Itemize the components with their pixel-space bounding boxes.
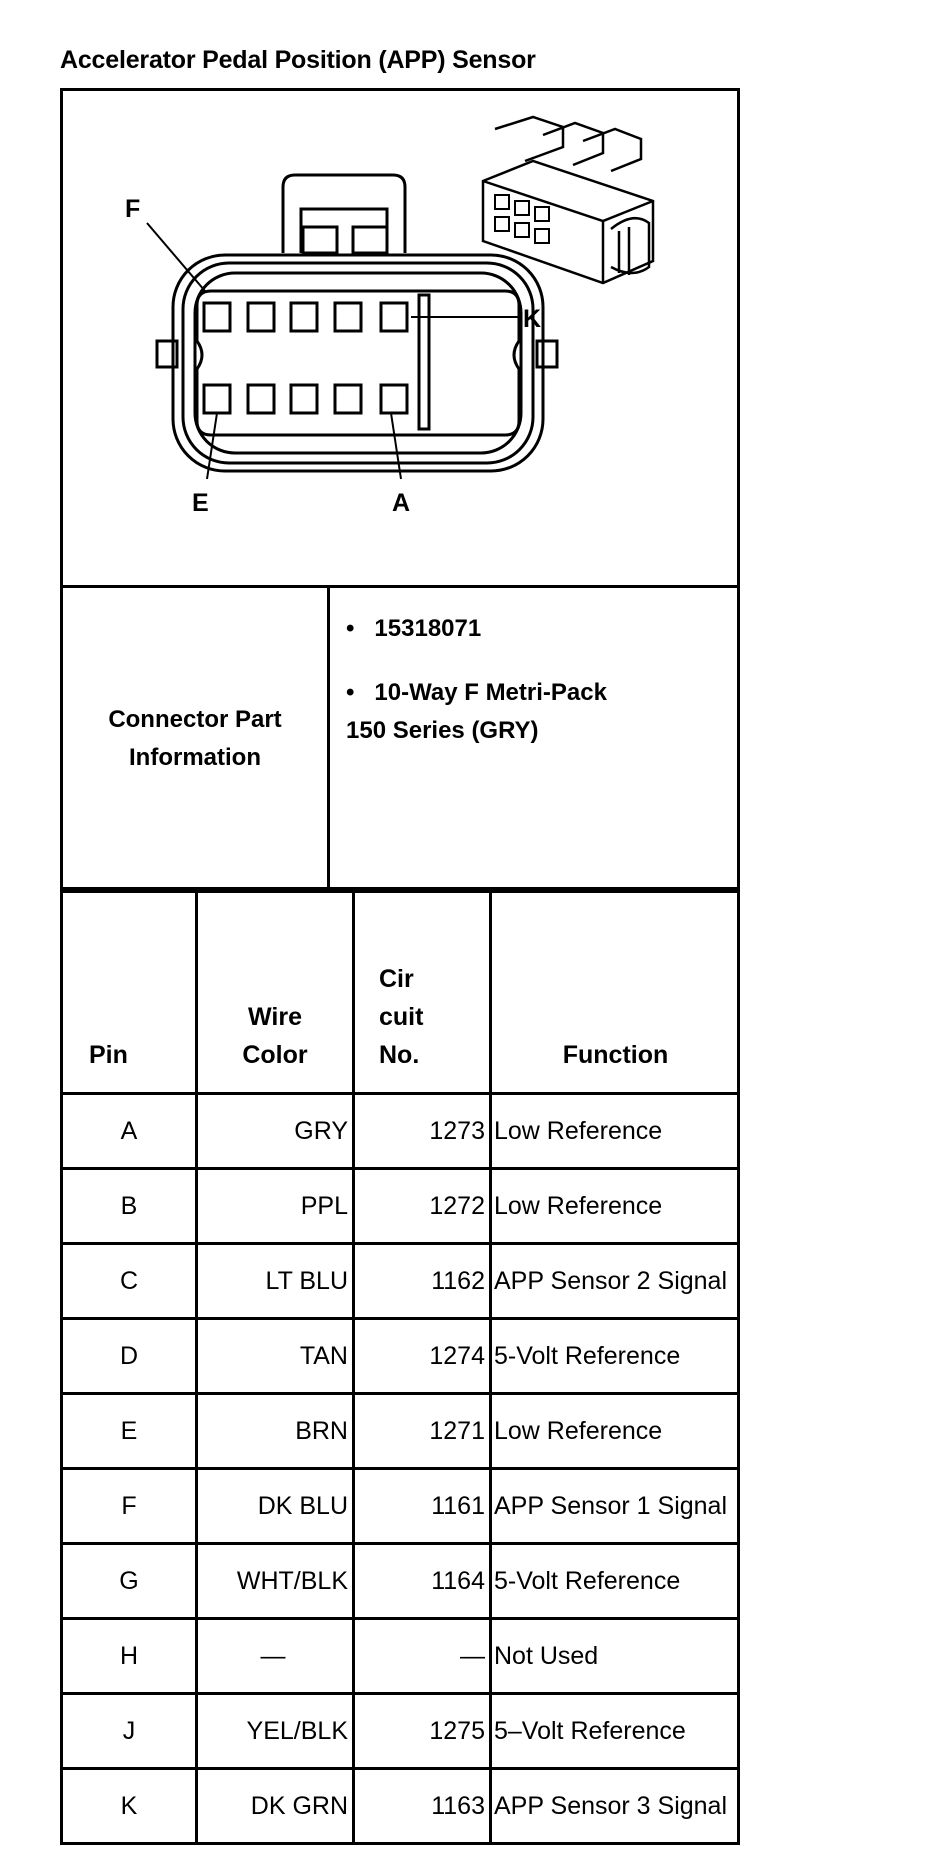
wire-color-cell: DK GRN (197, 1769, 354, 1844)
table-row (62, 1394, 739, 1469)
circuit-cell: 1162 (354, 1244, 491, 1319)
pin-cell: H (62, 1619, 197, 1694)
pin-cell: D (62, 1319, 197, 1394)
pin-cell: J (62, 1694, 197, 1769)
pin-cell: A (62, 1094, 197, 1169)
table-row (62, 1169, 739, 1244)
pin-cell: F (62, 1469, 197, 1544)
table-row (62, 1094, 739, 1169)
header-pin: Pin (62, 889, 197, 1094)
circuit-cell: 1271 (354, 1394, 491, 1469)
part-number: 15318071 (374, 615, 482, 642)
latch-inner (301, 209, 387, 253)
callout-label-a: A (392, 489, 411, 517)
callout-label-f: F (125, 195, 141, 223)
pin-cavity (381, 303, 407, 331)
description-line: • 10-Way F Metri-Pack (346, 679, 607, 706)
wire-color-cell: GRY (197, 1094, 354, 1169)
circuit-cell: 1275 (354, 1694, 491, 1769)
function-cell: APP Sensor 3 Signal (491, 1769, 739, 1844)
connector-description-2: 150 Series (GRY) (346, 717, 539, 744)
wire-color-cell: WHT/BLK (197, 1544, 354, 1619)
pin-cavity (335, 303, 361, 331)
connector-info-label: Connector Part Information (62, 587, 329, 892)
table-row (62, 1244, 739, 1319)
pin-cell: C (62, 1244, 197, 1319)
pin-cavity (248, 303, 274, 331)
wire-color-cell: — (197, 1619, 354, 1694)
latch-tab-left (303, 227, 337, 253)
header-function: Function (491, 889, 739, 1094)
callout-line-a (391, 413, 401, 479)
pin-cell: E (62, 1394, 197, 1469)
connector-diagram (60, 88, 740, 588)
function-cell: Low Reference (491, 1094, 739, 1169)
header-wire-color: Wire Color (197, 889, 354, 1094)
function-cell: Not Used (491, 1619, 739, 1694)
side-tab-right (537, 341, 557, 367)
pin-cavity (291, 385, 317, 413)
pin-table (60, 887, 740, 1845)
pin-cavity (204, 303, 230, 331)
pin-cell: B (62, 1169, 197, 1244)
callout-line-f (147, 223, 205, 291)
connector-description-1: 10-Way F Metri-Pack (374, 679, 607, 706)
pin-cell: G (62, 1544, 197, 1619)
function-cell: 5–Volt Reference (491, 1694, 739, 1769)
function-cell: APP Sensor 2 Signal (491, 1244, 739, 1319)
function-cell: Low Reference (491, 1169, 739, 1244)
wire-color-cell: TAN (197, 1319, 354, 1394)
wire-color-cell: PPL (197, 1169, 354, 1244)
housing-mid (183, 263, 533, 463)
callout-label-k: K (523, 305, 542, 333)
pin-table-header (62, 889, 739, 1094)
pin-cavity (381, 385, 407, 413)
table-row (62, 1469, 739, 1544)
keying-slot (419, 295, 429, 429)
pin-cavity (248, 385, 274, 413)
pin-cavity (335, 385, 361, 413)
table-row (62, 1619, 739, 1694)
connector-face-drawing (63, 91, 743, 591)
table-row (62, 1544, 739, 1619)
circuit-cell: 1272 (354, 1169, 491, 1244)
pin-cavity (291, 303, 317, 331)
circuit-cell: 1164 (354, 1544, 491, 1619)
circuit-cell: 1161 (354, 1469, 491, 1544)
connector-info-value (329, 587, 739, 892)
wire-color-cell: BRN (197, 1394, 354, 1469)
pin-cell: K (62, 1769, 197, 1844)
function-cell: 5-Volt Reference (491, 1319, 739, 1394)
function-cell: 5-Volt Reference (491, 1544, 739, 1619)
header-circuit-no: Cir cuit No. (354, 889, 491, 1094)
page-title: Accelerator Pedal Position (APP) Sensor (60, 46, 536, 74)
part-number-line: • 15318071 (346, 615, 482, 642)
table-row (62, 1694, 739, 1769)
table-row (62, 1319, 739, 1394)
wire-color-cell: LT BLU (197, 1244, 354, 1319)
circuit-cell: 1274 (354, 1319, 491, 1394)
function-cell: Low Reference (491, 1394, 739, 1469)
wire-color-cell: YEL/BLK (197, 1694, 354, 1769)
latch-tab-right (353, 227, 387, 253)
callout-label-e: E (192, 489, 209, 517)
housing-inner (195, 273, 521, 453)
table-row (62, 1769, 739, 1844)
connector-info-table (60, 585, 740, 893)
circuit-cell: 1163 (354, 1769, 491, 1844)
circuit-cell: 1273 (354, 1094, 491, 1169)
pin-cavity (204, 385, 230, 413)
wire-color-cell: DK BLU (197, 1469, 354, 1544)
housing-outer (173, 255, 543, 471)
circuit-cell: — (354, 1619, 491, 1694)
function-cell: APP Sensor 1 Signal (491, 1469, 739, 1544)
